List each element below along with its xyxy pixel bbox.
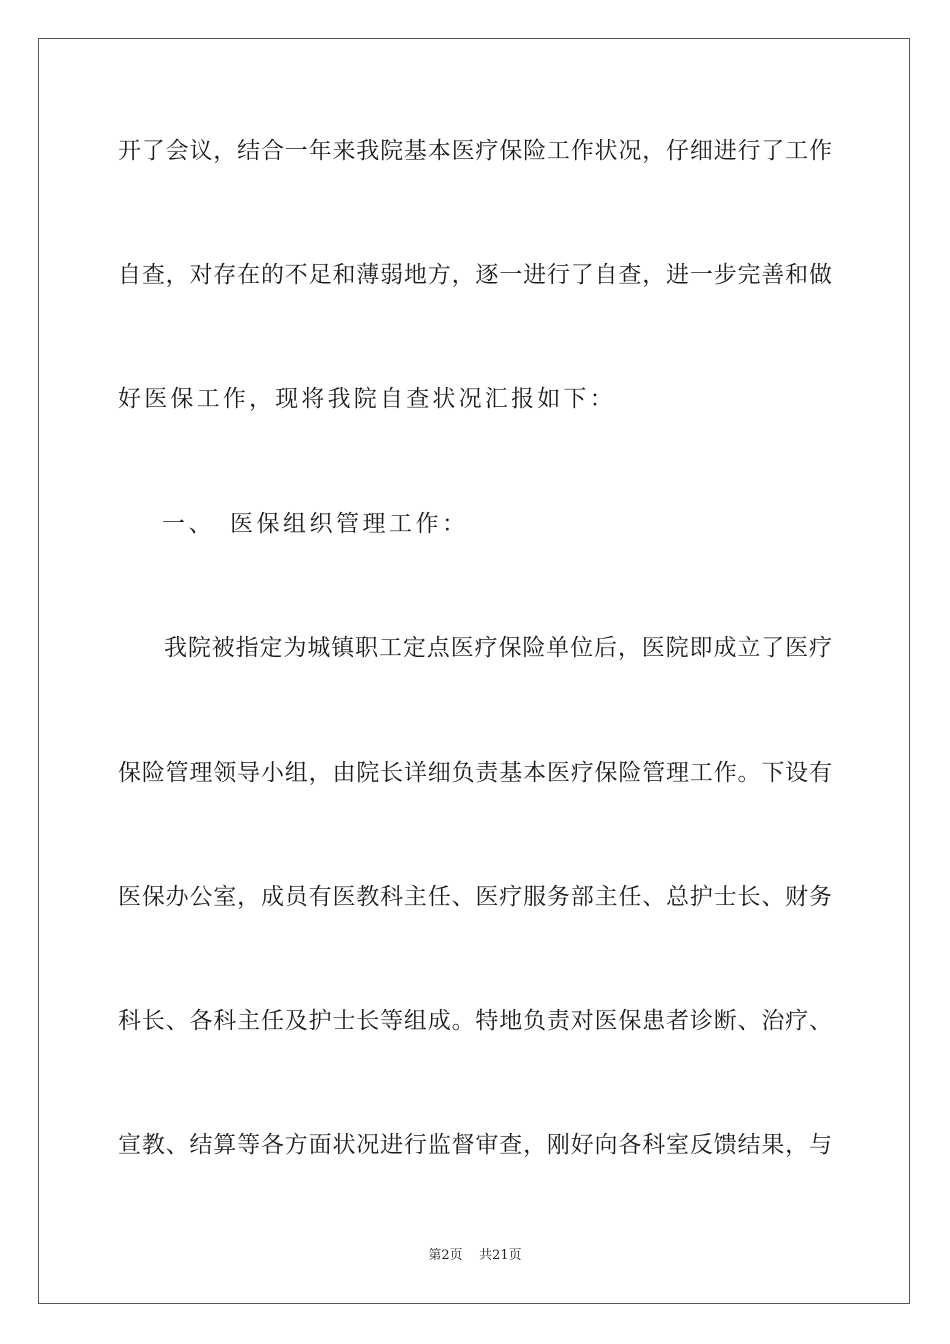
paragraph-line: 科长、各科主任及护士长等组成。特地负责对医保患者诊断、治疗、 [118,1008,832,1034]
paragraph-line: 我院被指定为城镇职工定点医疗保险单位后，医院即成立了医疗 [164,635,832,661]
paragraph-line: 自查，对存在的不足和薄弱地方，逐一进行了自查，进一步完善和做 [118,262,832,288]
page-footer [0,1247,950,1265]
page-total: 共21页 [479,1248,522,1263]
paragraph-line: 开了会议，结合一年来我院基本医疗保险工作状况，仔细进行了工作 [118,138,832,164]
page-border [38,38,910,1304]
page-number: 第2页 [428,1248,463,1263]
paragraph-line: 好医保工作，现将我院自查状况汇报如下： [118,386,616,412]
paragraph-line: 宣教、结算等各方面状况进行监督审查，刚好向各科室反馈结果，与 [118,1132,832,1158]
paragraph-line: 医保办公室，成员有医教科主任、医疗服务部主任、总护士长、财务 [118,884,832,910]
section-heading: 一、 医保组织管理工作： [162,511,469,537]
paragraph-line: 保险管理领导小组，由院长详细负责基本医疗保险管理工作。下设有 [118,760,832,786]
